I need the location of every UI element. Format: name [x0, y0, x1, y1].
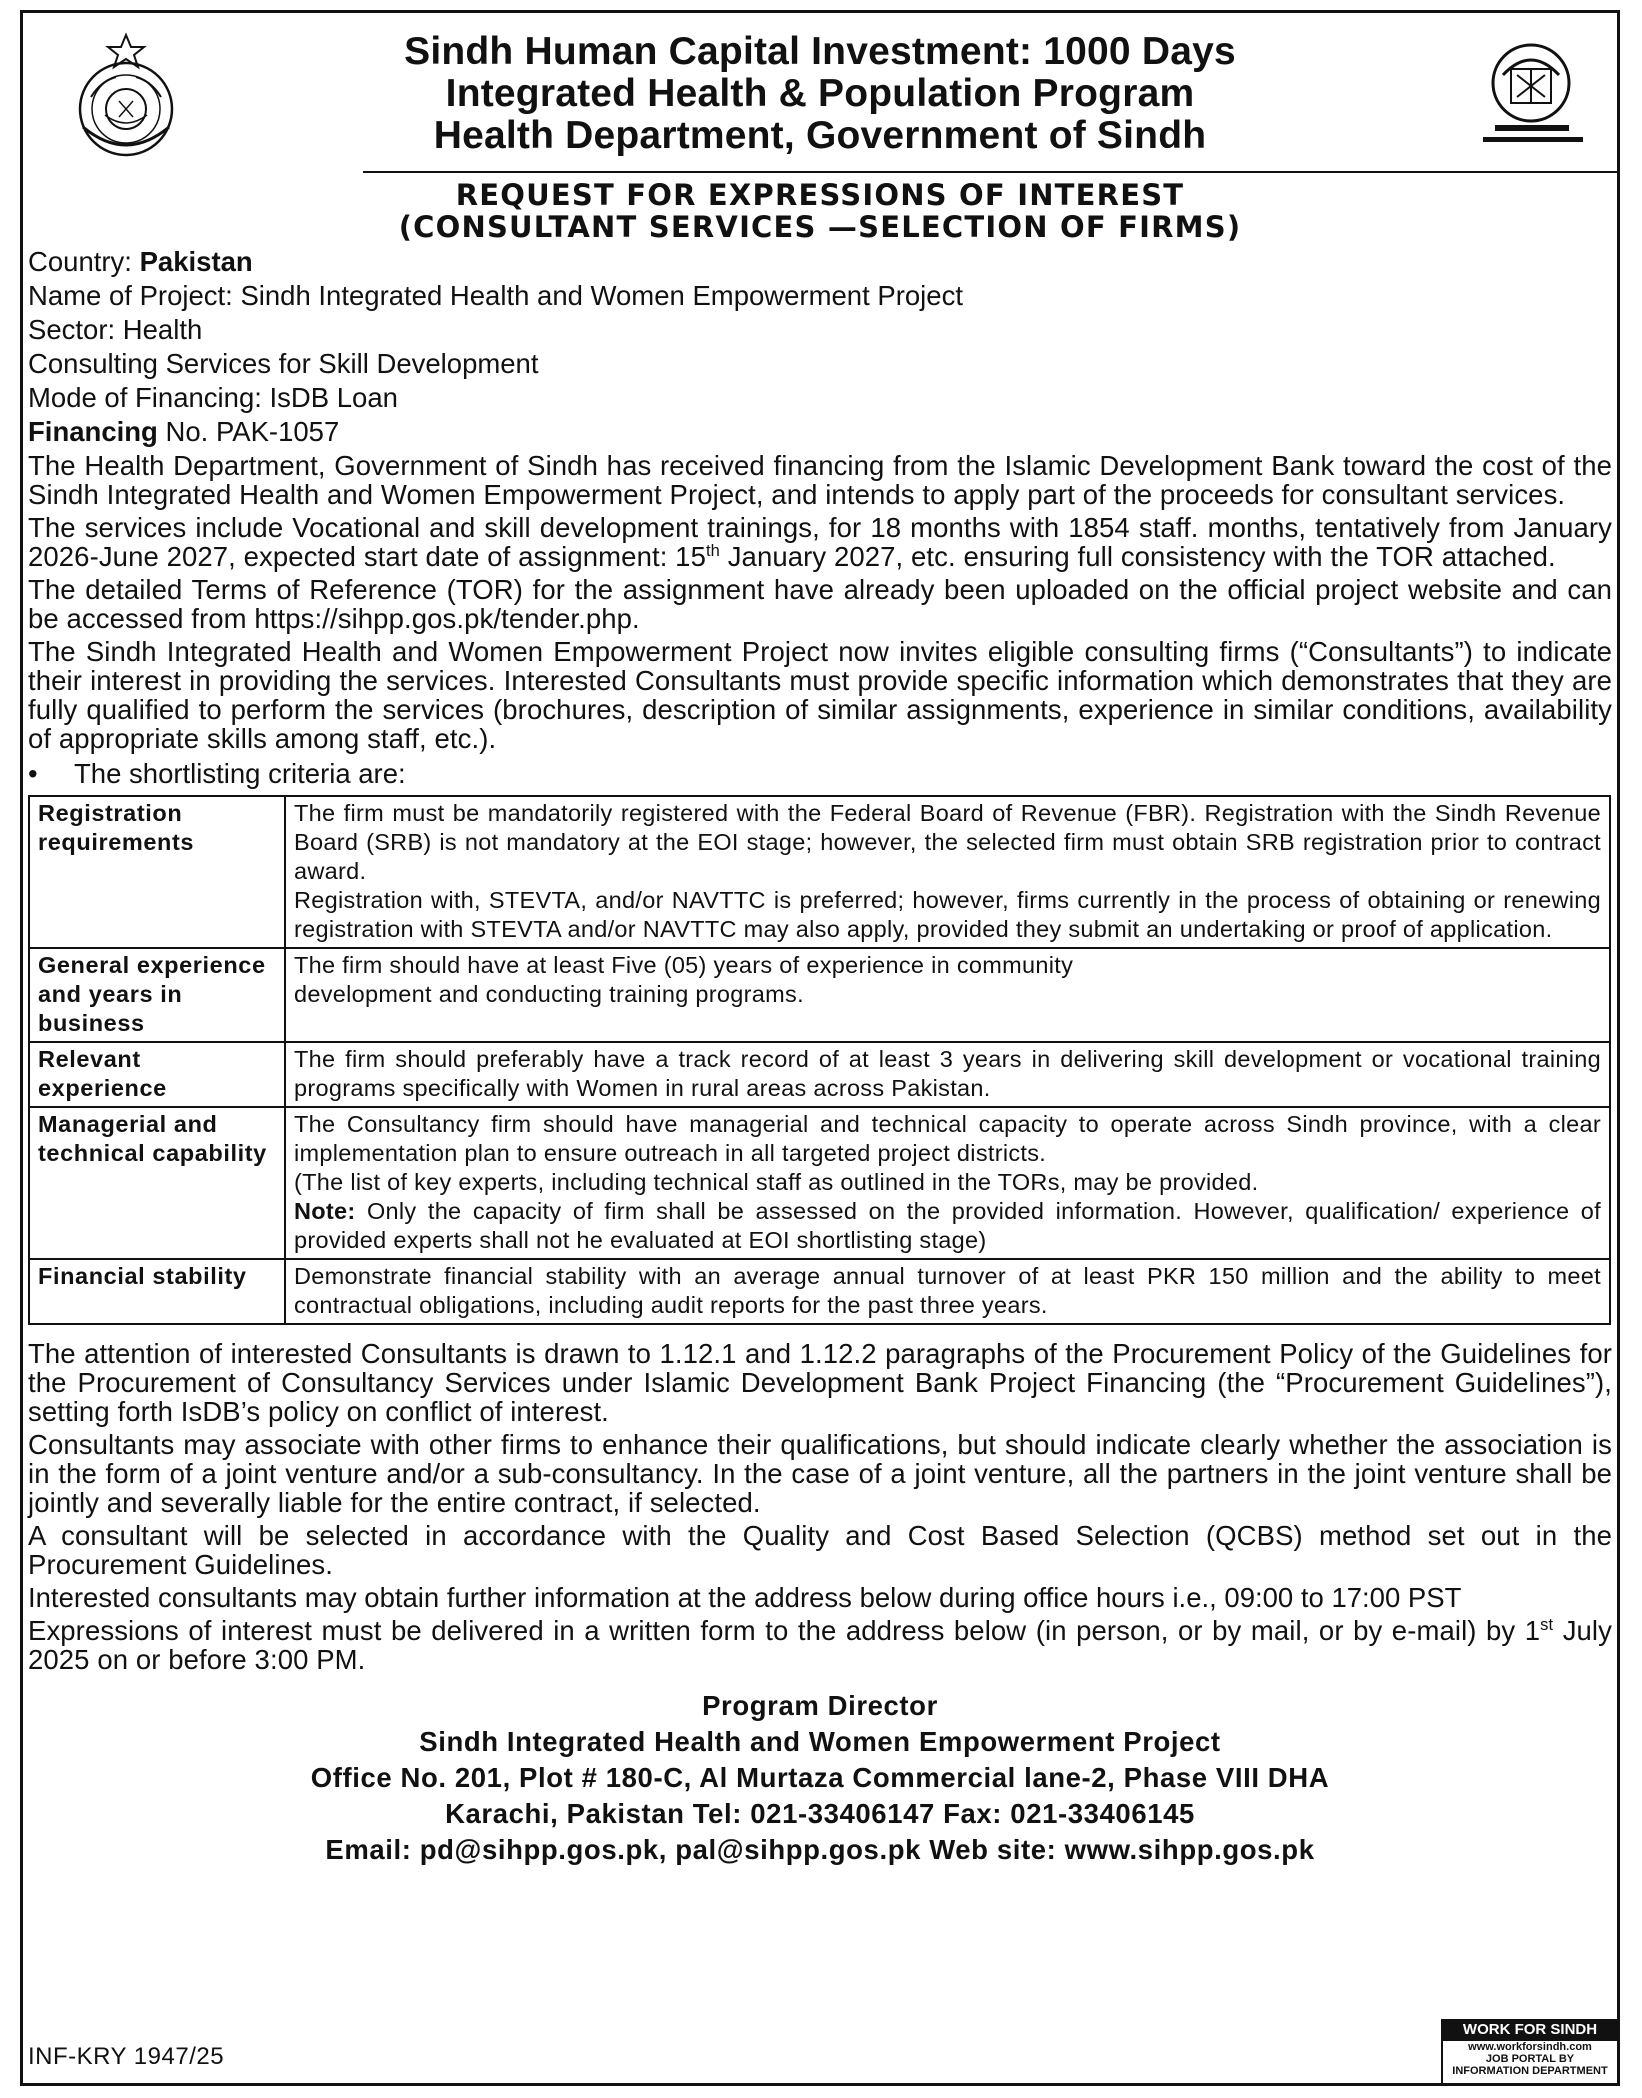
header: [23, 13, 1617, 163]
contact-email-web: Email: pd@sihpp.gos.pk, pal@sihpp.gos.pk Web site: www.sihpp.gos.pk: [325, 1834, 1315, 1865]
table-row: [29, 948, 1610, 1042]
financing-mode-line: Mode of Financing: IsDB Loan: [28, 382, 398, 413]
criteria-text: [285, 948, 1610, 1042]
deadline-text-b: July 2025 on or before 3:00 PM.: [28, 1615, 1612, 1675]
deadline-sup: st: [1540, 1615, 1554, 1634]
contact-block: [28, 1688, 1612, 1868]
financing-value: No. PAK-1057: [157, 416, 340, 447]
header-titles: [223, 31, 1417, 157]
country-value: Pakistan: [139, 246, 253, 277]
request-title-line2: (CONSULTANT SERVICES —SELECTION OF FIRMS): [398, 210, 1242, 244]
note-text: Only the capacity of firm shall be assessed on the provided information. However, qualification/ experience of provided experts shall not he evaluated at EOI shortlisting stage): [294, 1198, 1601, 1253]
financing-label: Financing: [28, 416, 158, 447]
contact-role: Program Director: [702, 1690, 938, 1721]
paragraph-office-hours: Interested consultants may obtain further information at the address below during office hours i.e., 09:00 to 17:00 PST: [28, 1582, 1462, 1613]
table-row: [29, 1259, 1610, 1324]
criteria-text-part: The firm must be mandatorily registered with the Federal Board of Revenue (FBR). Registration with the Sindh Revenue Board (SRB) is not mandatory at the EOI stage; however, the selected firm must obtain SRB registration prior to contract award.: [294, 800, 1601, 884]
table-row: [29, 1042, 1610, 1107]
bullet-dot: •: [28, 758, 38, 789]
criteria-label: Registration requirements: [29, 796, 285, 948]
criteria-text-part: (The list of key experts, including technical staff as outlined in the TORs, may be provided.: [294, 1169, 1259, 1195]
wfs-title: WORK FOR SINDH: [1443, 2021, 1617, 2041]
header-divider: [363, 171, 1617, 173]
criteria-text: Demonstrate financial stability with an average annual turnover of at least PKR 150 million and the ability to meet contractual obligations, including audit reports for the past three years.: [285, 1259, 1610, 1324]
wfs-url: www.workforsindh.com: [1468, 2041, 1592, 2053]
criteria-label: Relevant experience: [29, 1042, 285, 1107]
reference-number: INF-KRY 1947/25: [28, 2043, 225, 2070]
criteria-text: [285, 1107, 1610, 1259]
criteria-text-part: The Consultancy firm should have managerial and technical capacity to operate across Sindh province, with a clear implementation plan to ensure outreach in all targeted project districts.: [294, 1111, 1601, 1166]
header-title-line3: Health Department, Government of Sindh: [433, 114, 1207, 157]
paragraph-tor: The detailed Terms of Reference (TOR) for the assignment have already been uploaded on the official project website and can be accessed from https://sihpp.gos.pk/tender.php.: [28, 574, 1612, 634]
criteria-text: [285, 796, 1610, 948]
criteria-note: [294, 1197, 1601, 1255]
advertisement-page: [20, 10, 1620, 2086]
table-row: [29, 1107, 1610, 1259]
wfs-line2: INFORMATION DEPARTMENT: [1452, 2065, 1608, 2077]
services-text-a: The services include Vocational and skill development trainings, for 18 months with 1854 staff. months, tentatively from January 2026-June 2027, expected start date of assignment: 15: [28, 512, 1612, 572]
project-name-line: Name of Project: Sindh Integrated Health and Women Empowerment Project: [28, 280, 963, 311]
services-text-b: January 2027, etc. ensuring full consistency with the TOR attached.: [719, 541, 1556, 572]
wfs-line1: JOB PORTAL BY: [1485, 2053, 1575, 2065]
criteria-label: Financial stability: [29, 1259, 285, 1324]
shortlisting-bullet: [28, 757, 1612, 791]
criteria-table: [28, 795, 1611, 1325]
consulting-services-line: Consulting Services for Skill Development: [28, 348, 539, 379]
paragraph-invitation: The Sindh Integrated Health and Women Empowerment Project now invites eligible consulting firms (“Consultants”) to indicate their interest in providing the services. Interested Consultants must provide specific information which demonstrates that they are fully qualified to perform the services (brochures, description of similar assignments, experience in similar conditions, availability of appropriate skills among staff, etc.).: [28, 636, 1612, 754]
contact-organization: Sindh Integrated Health and Women Empowerment Project: [419, 1726, 1221, 1757]
note-label: Note:: [294, 1198, 356, 1224]
body-content: [28, 245, 1612, 1868]
country-label: Country:: [28, 246, 140, 277]
bullet-text: The shortlisting criteria are:: [74, 758, 406, 789]
request-title-line1: REQUEST FOR EXPRESSIONS OF INTEREST: [455, 178, 1185, 212]
deadline-text-a: Expressions of interest must be delivered in a written form to the address below (in person, or by mail, or by e-mail) by 1: [28, 1615, 1541, 1646]
criteria-text: The firm should preferably have a track record of at least 3 years in delivering skill development or vocational training programs specifically with Women in rural areas across Pakistan.: [285, 1042, 1610, 1107]
sector-line: Sector: Health: [28, 314, 203, 345]
paragraph-financing: The Health Department, Government of Sindh has received financing from the Islamic Development Bank toward the cost of the Sindh Integrated Health and Women Empowerment Project, and intends to apply part of the proceeds for consultant services.: [28, 450, 1612, 510]
header-title-line1: Sindh Human Capital Investment: 1000 Days: [404, 30, 1236, 73]
criteria-text-part: Registration with, STEVTA, and/or NAVTTC is preferred; however, firms currently in the process of obtaining or renewing registration with STEVTA and/or NAVTTC may also apply, provided they submit an undertaking or proof of application.: [294, 887, 1601, 942]
financing-number-line: [28, 415, 1612, 449]
table-row: [29, 796, 1610, 948]
paragraph-association: Consultants may associate with other firms to enhance their qualifications, but should indicate clearly whether the association is in the form of a joint venture and/or a sub-consultancy. In the case of a joint venture, all the partners in the joint venture shall be jointly and severally liable for the entire contract, if selected.: [28, 1429, 1612, 1518]
sindh-government-emblem: [61, 31, 191, 161]
paragraph-deadline: [28, 1616, 1612, 1674]
criteria-text-part: The firm should have at least Five (05) years of experience in community development and conducting training programs.: [294, 952, 1074, 1007]
contact-phone-fax: Karachi, Pakistan Tel: 021-33406147 Fax: 021-33406145: [445, 1798, 1195, 1829]
work-for-sindh-badge: [1441, 2019, 1619, 2085]
services-sup: th: [705, 541, 720, 560]
country-line: [28, 245, 1612, 279]
paragraph-conflict-of-interest: The attention of interested Consultants is drawn to 1.12.1 and 1.12.2 paragraphs of the Procurement Policy of the Guidelines for the Procurement of Consultancy Services under Islamic Development Bank Project Financing (the “Procurement Guidelines”), setting forth IsDB’s policy on conflict of interest.: [28, 1338, 1612, 1427]
criteria-label: Managerial and technical capability: [29, 1107, 285, 1259]
header-title-line2: Integrated Health & Population Program: [445, 72, 1195, 115]
contact-address: Office No. 201, Plot # 180-C, Al Murtaza Commercial lane-2, Phase VIII DHA: [310, 1762, 1330, 1793]
request-title: [23, 179, 1617, 243]
paragraph-services: [28, 513, 1612, 571]
program-logo: [1473, 35, 1593, 163]
criteria-label: General experience and years in business: [29, 948, 285, 1042]
paragraph-selection-method: A consultant will be selected in accordance with the Quality and Cost Based Selection (QCBS) method set out in the Procurement Guidelines.: [28, 1520, 1612, 1580]
